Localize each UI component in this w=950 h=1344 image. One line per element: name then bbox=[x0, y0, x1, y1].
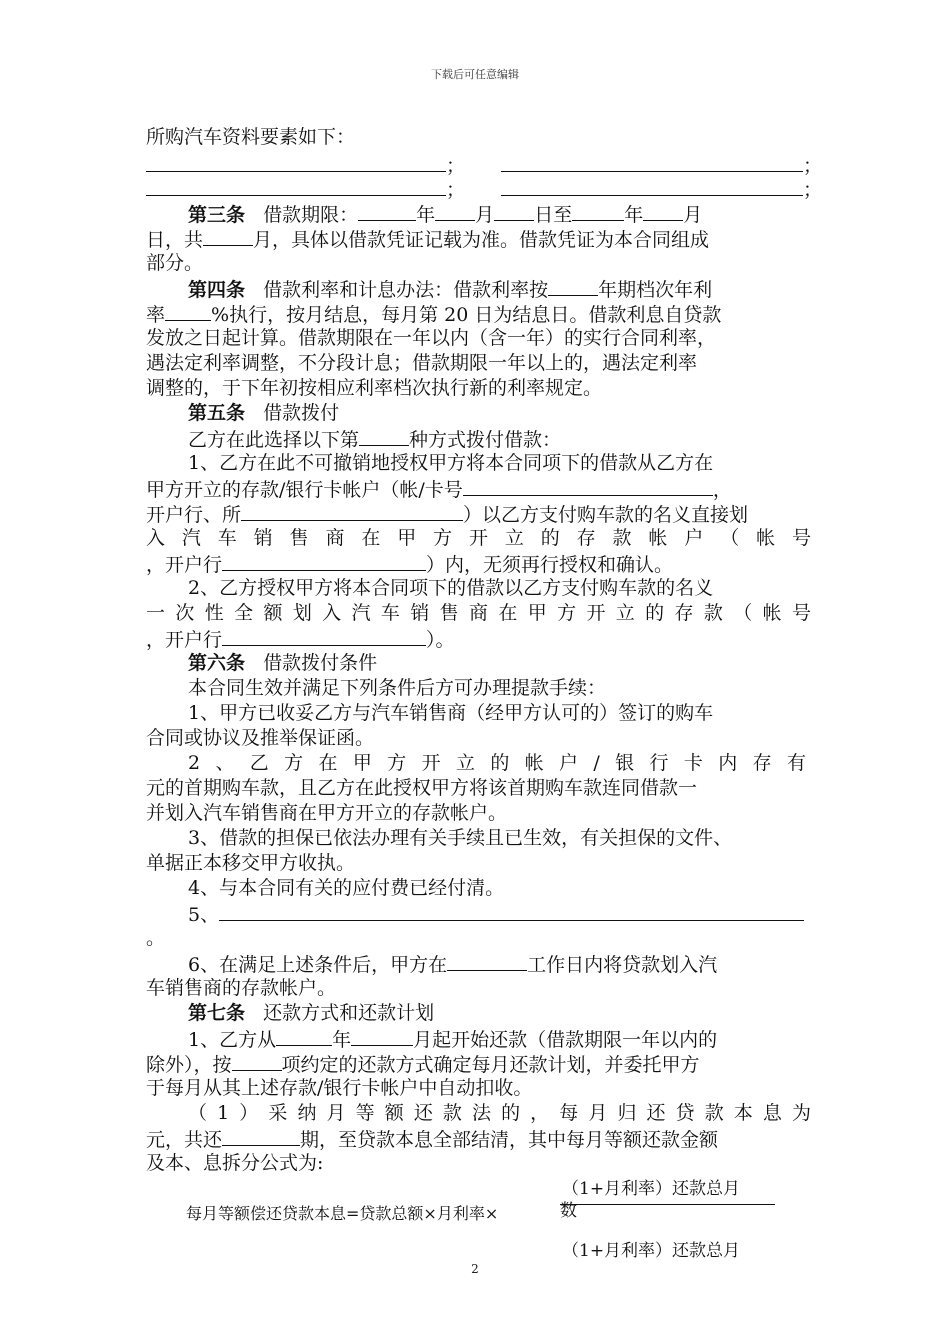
article-6-line-3: 合同或协议及推举保证函。 bbox=[146, 727, 375, 749]
article-4-title: 第四条 bbox=[188, 279, 246, 301]
car-intro: 所购汽车资料要素如下： bbox=[146, 126, 356, 148]
article-6-line-11: 。 bbox=[146, 927, 166, 949]
article-4-line-5: 调整的，于下年初按相应利率档次执行新的利率规定。 bbox=[146, 377, 603, 399]
article-5-line-1: 乙方在此选择以下第 种方式拨付借款： bbox=[146, 426, 811, 453]
formula-numerator: （1+月利率）还款总月 bbox=[562, 1179, 741, 1199]
article-3-line-1: 第三条 借款期限： 年 月 日至 年 月 bbox=[146, 201, 811, 228]
article-5-line-8: 一次性全额划入汽车销售商在甲方开立的存款（帐号 bbox=[146, 602, 811, 624]
article-6-line-10: 5、 bbox=[146, 901, 811, 928]
article-7-title: 第七条 bbox=[188, 1002, 246, 1024]
article-5-line-6: ，开户行 ）内，无须再行授权和确认。 bbox=[146, 551, 811, 578]
article-4-line-1: 第四条 借款利率和计息办法：借款利率按 年期档次年利 bbox=[146, 276, 811, 303]
article-3-line-3: 部分。 bbox=[146, 252, 204, 274]
formula-numerator-tail: 数 bbox=[560, 1201, 577, 1221]
article-7-line-6: 及本、息拆分公式为: bbox=[146, 1152, 324, 1174]
page-header: 下载后可任意编辑 bbox=[431, 68, 519, 81]
article-5-line-2: 1、乙方在此不可撤销地授权甲方将本合同项下的借款从乙方在 bbox=[188, 452, 714, 474]
article-4-line-2: 率 %执行，按月结息，每月第 20 日为结息日。借款利息自贷款 bbox=[146, 301, 811, 328]
car-blank-row-2: ； ； bbox=[146, 176, 811, 203]
article-6-line-5: 元的首期购车款，且乙方在此授权甲方将该首期购车款连同借款一 bbox=[146, 777, 698, 799]
article-7-line-5: 元，共还 期，至贷款本息全部结清，其中每月等额还款金额 bbox=[146, 1126, 811, 1153]
article-4-line-3: 发放之日起计算。借款期限在一年以内（含一年）的实行合同利率， bbox=[146, 327, 717, 349]
article-7-line-4: （1）采纳月等额还款法的，每月归还贷款本息为 bbox=[188, 1102, 811, 1124]
article-5-line-9: ，开户行 ）。 bbox=[146, 626, 811, 653]
article-3-title: 第三条 bbox=[188, 204, 246, 226]
article-6-line-7: 3、借款的担保已依法办理有关手续且已生效，有关担保的文件、 bbox=[188, 827, 733, 849]
article-6-line-9: 4、与本合同有关的应付费已经付清。 bbox=[188, 877, 505, 899]
article-5-line-3: 甲方开立的存款/银行卡帐户（帐/卡号 ， bbox=[146, 476, 811, 503]
article-7-line-3: 于每月从其上述存款/银行卡帐户中自动扣收。 bbox=[146, 1077, 533, 1099]
car-blank-row-1: ； ； bbox=[146, 152, 811, 179]
article-6-line-2: 1、甲方已收妥乙方与汽车销售商（经甲方认可的）签订的购车 bbox=[188, 702, 714, 724]
formula-fraction-bar bbox=[560, 1204, 775, 1205]
article-3-line-2: 日，共 月，具体以借款凭证记载为准。借款凭证为本合同组成 bbox=[146, 226, 811, 253]
article-4-line-4: 遇法定利率调整，不分段计息；借款期限一年以上的，遇法定利率 bbox=[146, 352, 698, 374]
article-5-title: 第五条 bbox=[188, 402, 246, 424]
article-5-line-4: 开户行、所 ）以乙方支付购车款的名义直接划 bbox=[146, 501, 811, 528]
article-5-line-7: 2、乙方授权甲方将本合同项下的借款以乙方支付购车款的名义 bbox=[188, 577, 714, 599]
article-7-heading: 第七条 还款方式和还款计划 bbox=[188, 1002, 435, 1024]
article-5-heading: 第五条 借款拨付 bbox=[188, 402, 340, 424]
page-number: 2 bbox=[471, 1262, 479, 1276]
article-6-line-13: 车销售商的存款帐户。 bbox=[146, 977, 337, 999]
article-6-line-1: 本合同生效并满足下列条件后方可办理提款手续： bbox=[188, 677, 607, 699]
article-6-line-8: 单据正本移交甲方收执。 bbox=[146, 852, 356, 874]
article-6-line-6: 并划入汽车销售商在甲方开立的存款帐户。 bbox=[146, 802, 508, 824]
article-7-line-1: 1、乙方从 年 月起开始还款（借款期限一年以内的 bbox=[146, 1026, 811, 1053]
article-6-title: 第六条 bbox=[188, 652, 246, 674]
article-6-heading: 第六条 借款拨付条件 bbox=[188, 652, 378, 674]
article-5-line-5: 入汽车销售商在甲方开立的存款帐户（帐号 bbox=[146, 527, 811, 549]
article-6-line-4: 2、乙方在甲方开立的帐户/银行卡内存有 bbox=[188, 752, 806, 774]
formula-left: 每月等额偿还贷款本息=贷款总额×月利率× bbox=[186, 1204, 499, 1223]
article-7-line-2: 除外），按 项约定的还款方式确定每月还款计划，并委托甲方 bbox=[146, 1051, 811, 1078]
article-6-line-12: 6、在满足上述条件后，甲方在 工作日内将贷款划入汽 bbox=[146, 951, 811, 978]
formula-denominator: （1+月利率）还款总月 bbox=[562, 1241, 741, 1261]
